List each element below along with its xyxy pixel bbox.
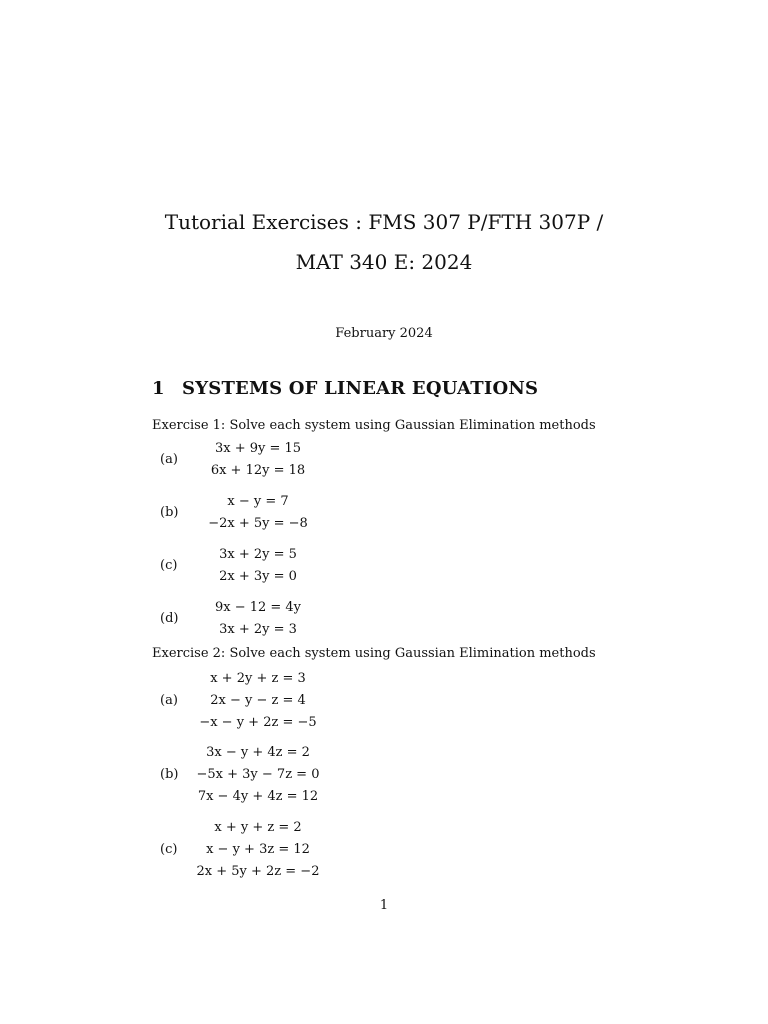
equation: 3x + 2y = 3 <box>219 622 297 637</box>
title-line-1: Tutorial Exercises : FMS 307 P/FTH 307P / <box>164 210 604 234</box>
equation: x + 2y + z = 3 <box>210 671 306 686</box>
section-heading <box>152 378 538 399</box>
item-label: (d) <box>160 611 179 626</box>
equation: x − y = 7 <box>227 494 289 509</box>
equation: −x − y + 2z = −5 <box>199 715 317 730</box>
item-label: (b) <box>160 505 179 520</box>
equation: 3x + 9y = 15 <box>214 441 302 456</box>
equation: −2x + 5y = −8 <box>208 516 308 531</box>
item-label: (a) <box>160 693 178 708</box>
equation: 6x + 12y = 18 <box>210 463 306 478</box>
equation: 9x − 12 = 4y <box>214 600 302 615</box>
item-label: (a) <box>160 452 178 467</box>
equation: 7x − 4y + 4z = 12 <box>197 789 319 804</box>
equation: x + y + z = 2 <box>214 820 302 835</box>
equation: 2x − y − z = 4 <box>210 693 306 708</box>
equation: x − y + 3z = 12 <box>206 842 310 857</box>
exercise-2-heading: Exercise 2: Solve each system using Gaussian Elimination methods <box>152 646 596 661</box>
document-date: February 2024 <box>335 326 433 341</box>
document-title <box>0 202 768 282</box>
equation: −5x + 3y − 7z = 0 <box>196 767 320 782</box>
exercise-1-heading: Exercise 1: Solve each system using Gaussian Elimination methods <box>152 418 596 433</box>
equation: 2x + 5y + 2z = −2 <box>196 864 320 879</box>
item-label: (c) <box>160 558 178 573</box>
item-label: (b) <box>160 767 179 782</box>
section-title: SYSTEMS OF LINEAR EQUATIONS <box>182 378 539 399</box>
item-label: (c) <box>160 842 178 857</box>
page-number: 1 <box>379 898 389 913</box>
equation: 3x + 2y = 5 <box>219 547 297 562</box>
section-number: 1 <box>152 378 165 399</box>
equation: 2x + 3y = 0 <box>219 569 297 584</box>
equation: 3x − y + 4z = 2 <box>206 745 310 760</box>
title-line-2: MAT 340 E: 2024 <box>295 250 473 274</box>
